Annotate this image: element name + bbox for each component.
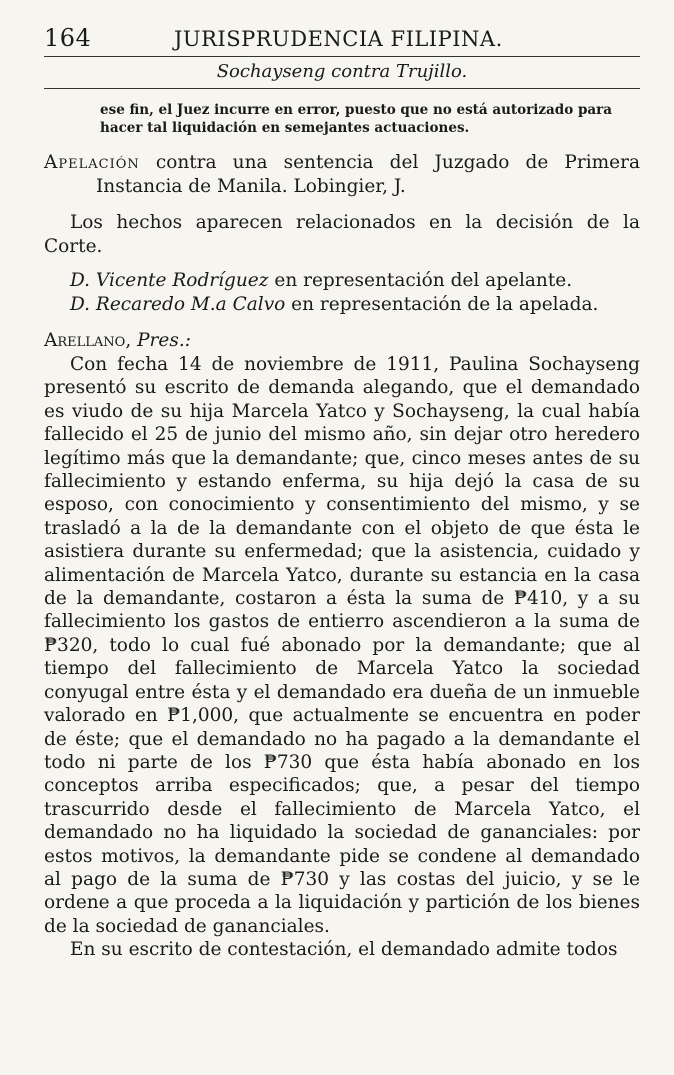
counsel-name: D. Vicente Rodríguez: [70, 270, 269, 291]
counsel-appellee: [44, 293, 640, 317]
counsel-appellant: [44, 269, 640, 293]
page-header: [44, 24, 640, 52]
opinion-paragraph: En su escrito de contestación, el demandado admite todos: [70, 939, 618, 961]
judge-line: [44, 329, 640, 353]
page-number: 164: [44, 24, 92, 52]
case-subtitle: Sochayseng contra Trujillo.: [44, 56, 640, 89]
appeal-paragraph: [44, 151, 640, 199]
running-title: JURISPRUDENCIA FILIPINA.: [174, 27, 503, 51]
appeal-text: contra una sentencia del Juzgado de Primera Instancia de Manila. Lobingier, J.: [96, 152, 640, 197]
judge-name: Arellano,: [44, 330, 132, 351]
appeal-lead: Apelación: [44, 152, 140, 173]
counsel-name: D. Recaredo M.a Calvo: [70, 294, 286, 315]
counsel-role: en representación del apelante.: [268, 270, 573, 291]
facts-statement: Los hechos aparecen relacionados en la decisión de la Corte.: [44, 212, 640, 257]
counsel-list: [44, 269, 640, 317]
counsel-role: en representación de la apelada.: [285, 294, 599, 315]
page: [44, 24, 640, 962]
opinion-body: [44, 353, 640, 962]
syllabus-tail: ese fin, el Juez incurre en error, puesto que no está autorizado para hacer tal liquidación en semejantes actuaciones.: [100, 102, 612, 136]
judge-title: Pres.:: [131, 330, 191, 351]
opinion-paragraph: Con fecha 14 de noviembre de 1911, Paulina Sochayseng presentó su escrito de demanda alegando, que el demandado es viudo de su hija Marcela Yatco y Sochayseng, la cual había fallecido el 25 de junio del mismo año, sin dejar otro heredero legítimo más que la demandante; que, cinco meses antes de su fallecimiento y estando enferma, su hija dejó la casa de su esposo, con conocimiento y consentimiento del mismo, y se trasladó a la de la demandante con el objeto de que ésta le asistiera durante su enfermedad; que la asistencia, cuidado y alimentación de Marcela Yatco, durante su estancia en la casa de la demandante, costaron a ésta la suma de ₱410, y a su fallecimiento los gastos de entierro ascendieron a la suma de ₱320, todo lo cual fué abonado por la demandante; que al tiempo del fallecimiento de Marcela Yatco la sociedad conyugal entre ésta y el demandado era dueña de un inmueble valorado en ₱1,000, que actualmente se encuentra en poder de éste; que el demandado no ha pagado a la demandante el todo ni parte de los ₱730 que ésta había abonado en los conceptos arriba especificados; que, a pesar del tiempo trascurrido desde el fallecimiento de Marcela Yatco, el demandado no ha liquidado la sociedad de gananciales: por estos motivos, la demandante pide se condene al demandado al pago de la suma de ₱730 y las costas del juicio, y se le ordene a que proceda a la liquidación y partición de los bienes de la sociedad de gananciales.: [44, 354, 640, 937]
